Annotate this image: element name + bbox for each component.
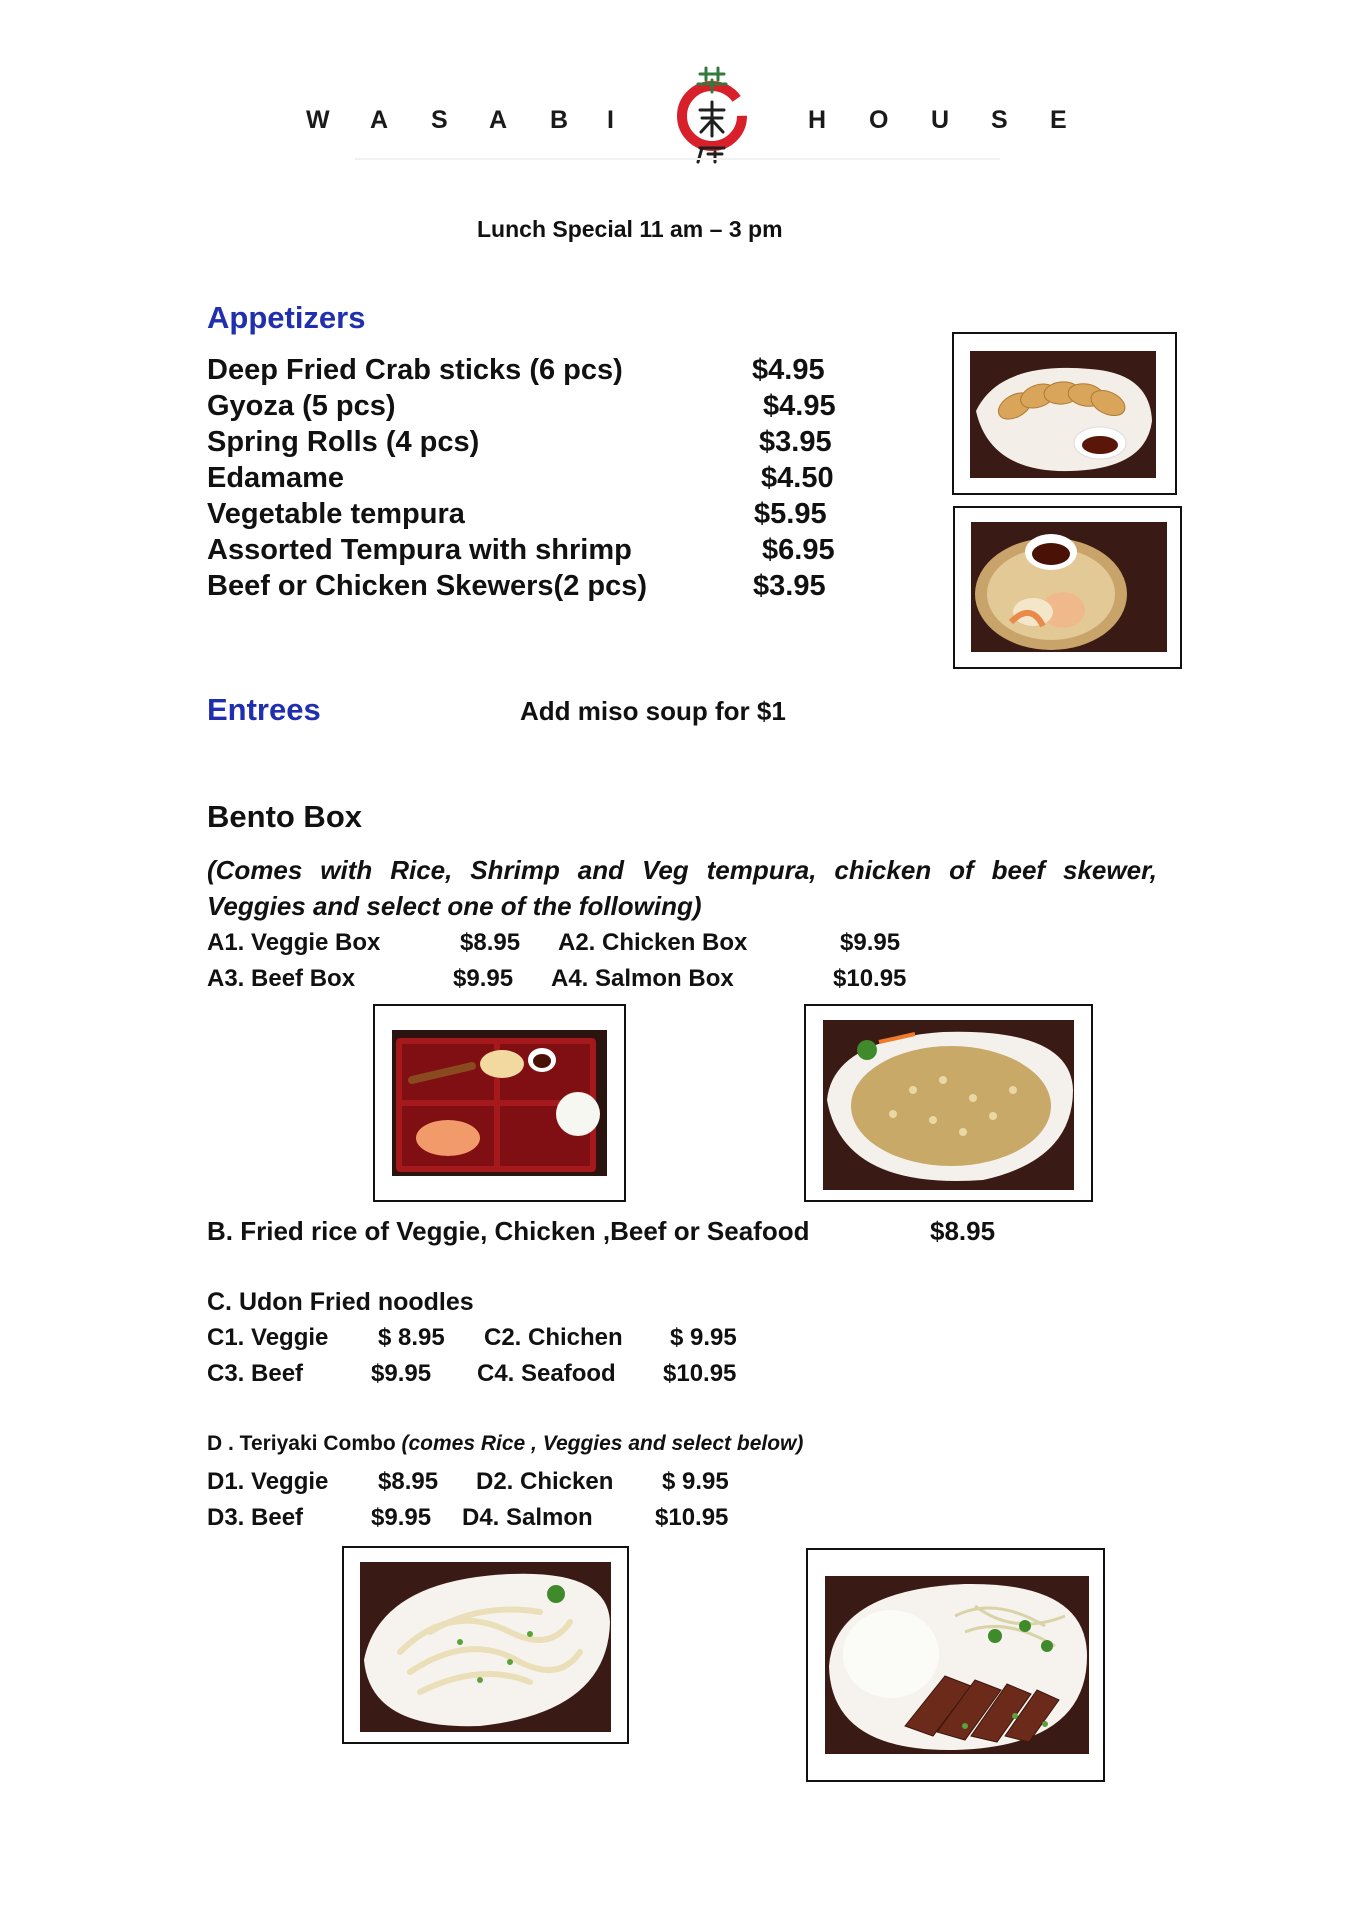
teriyaki-item-price: $8.95 <box>378 1468 439 1495</box>
logo-letter: E <box>1050 106 1067 134</box>
appetizers-heading: Appetizers <box>207 300 366 335</box>
appetizer-price: $4.95 <box>763 390 836 422</box>
fried-rice-price: $8.95 <box>930 1216 996 1246</box>
logo-underline <box>355 158 1000 160</box>
miso-soup-note: Add miso soup for $1 <box>520 696 786 726</box>
appetizer-name: Beef or Chicken Skewers(2 pcs) <box>207 570 648 602</box>
bento-item-price: $9.95 <box>453 965 514 992</box>
appetizer-name: Gyoza (5 pcs) <box>207 390 396 422</box>
bento-item-name: A4. Salmon Box <box>551 965 734 992</box>
udon-heading: C. Udon Fried noodles <box>207 1288 474 1316</box>
tempura-photo-frame <box>953 506 1182 669</box>
gyoza-photo-frame <box>952 332 1177 495</box>
bento-item-price: $9.95 <box>840 929 901 956</box>
teriyaki-item-price: $10.95 <box>655 1504 729 1531</box>
fried-rice-photo <box>823 1020 1074 1190</box>
appetizer-price: $3.95 <box>753 570 826 602</box>
teriyaki-photo-frame <box>806 1548 1105 1782</box>
logo-letter: S <box>431 106 448 134</box>
logo-letter: A <box>370 106 389 134</box>
appetizer-name: Vegetable tempura <box>207 498 465 530</box>
teriyaki-heading: D . Teriyaki Combo <box>207 1432 396 1455</box>
udon-item-name: C2. Chichen <box>484 1324 623 1351</box>
logo-letter: S <box>991 106 1008 134</box>
bento-heading: Bento Box <box>207 799 362 834</box>
logo-letter: U <box>931 106 950 134</box>
wasabi-seal-logo <box>672 64 752 164</box>
udon-item-name: C3. Beef <box>207 1360 304 1387</box>
bento-item-price: $8.95 <box>460 929 521 956</box>
udon-item-name: C1. Veggie <box>207 1324 329 1351</box>
bento-item-name: A1. Veggie Box <box>207 929 381 956</box>
logo-letter: I <box>607 106 614 134</box>
gyoza-photo <box>970 351 1156 478</box>
appetizer-price: $4.50 <box>761 462 834 494</box>
appetizer-name: Deep Fried Crab sticks (6 pcs) <box>207 354 623 386</box>
teriyaki-note: (comes Rice , Veggies and select below) <box>401 1432 804 1455</box>
teriyaki-item-name: D1. Veggie <box>207 1468 329 1495</box>
bento-description-line2: Veggies and select one of the following) <box>207 891 702 921</box>
udon-item-name: C4. Seafood <box>477 1360 616 1387</box>
udon-item-price: $ 9.95 <box>670 1324 737 1351</box>
bento-photo-frame <box>373 1004 626 1202</box>
appetizer-price: $5.95 <box>754 498 827 530</box>
teriyaki-item-name: D2. Chicken <box>476 1468 614 1495</box>
teriyaki-photo <box>825 1576 1089 1754</box>
bento-item-price: $10.95 <box>833 965 907 992</box>
appetizer-price: $3.95 <box>759 426 832 458</box>
teriyaki-item-name: D3. Beef <box>207 1504 304 1531</box>
fried-rice-name: B. Fried rice of Veggie, Chicken ,Beef or Seafood <box>207 1216 810 1246</box>
logo-letter: H <box>808 106 827 134</box>
appetizer-price: $4.95 <box>752 354 825 386</box>
teriyaki-item-name: D4. Salmon <box>462 1504 593 1531</box>
udon-photo-frame <box>342 1546 629 1744</box>
udon-photo <box>360 1562 611 1732</box>
appetizer-name: Edamame <box>207 462 345 494</box>
appetizer-price: $6.95 <box>762 534 835 566</box>
bento-item-name: A2. Chicken Box <box>558 929 748 956</box>
lunch-special-hours: Lunch Special 11 am – 3 pm <box>477 216 783 242</box>
udon-item-price: $9.95 <box>371 1360 432 1387</box>
entrees-heading: Entrees <box>207 692 321 727</box>
udon-item-price: $ 8.95 <box>378 1324 445 1351</box>
appetizer-name: Spring Rolls (4 pcs) <box>207 426 480 458</box>
teriyaki-item-price: $9.95 <box>371 1504 432 1531</box>
bento-item-name: A3. Beef Box <box>207 965 356 992</box>
bento-description-line1: (Comes with Rice, Shrimp and Veg tempura, chicken of beef skewer, <box>207 855 1157 885</box>
logo-letter: O <box>869 106 889 134</box>
appetizer-name: Assorted Tempura with shrimp <box>207 534 632 566</box>
logo-letter: B <box>550 106 569 134</box>
tempura-photo <box>971 522 1167 652</box>
logo-letter: W <box>306 106 330 134</box>
teriyaki-item-price: $ 9.95 <box>662 1468 729 1495</box>
udon-item-price: $10.95 <box>663 1360 737 1387</box>
teriyaki-heading-line <box>207 1432 803 1456</box>
bento-photo <box>392 1030 607 1176</box>
logo-letter: A <box>489 106 508 134</box>
fried-rice-photo-frame <box>804 1004 1093 1202</box>
